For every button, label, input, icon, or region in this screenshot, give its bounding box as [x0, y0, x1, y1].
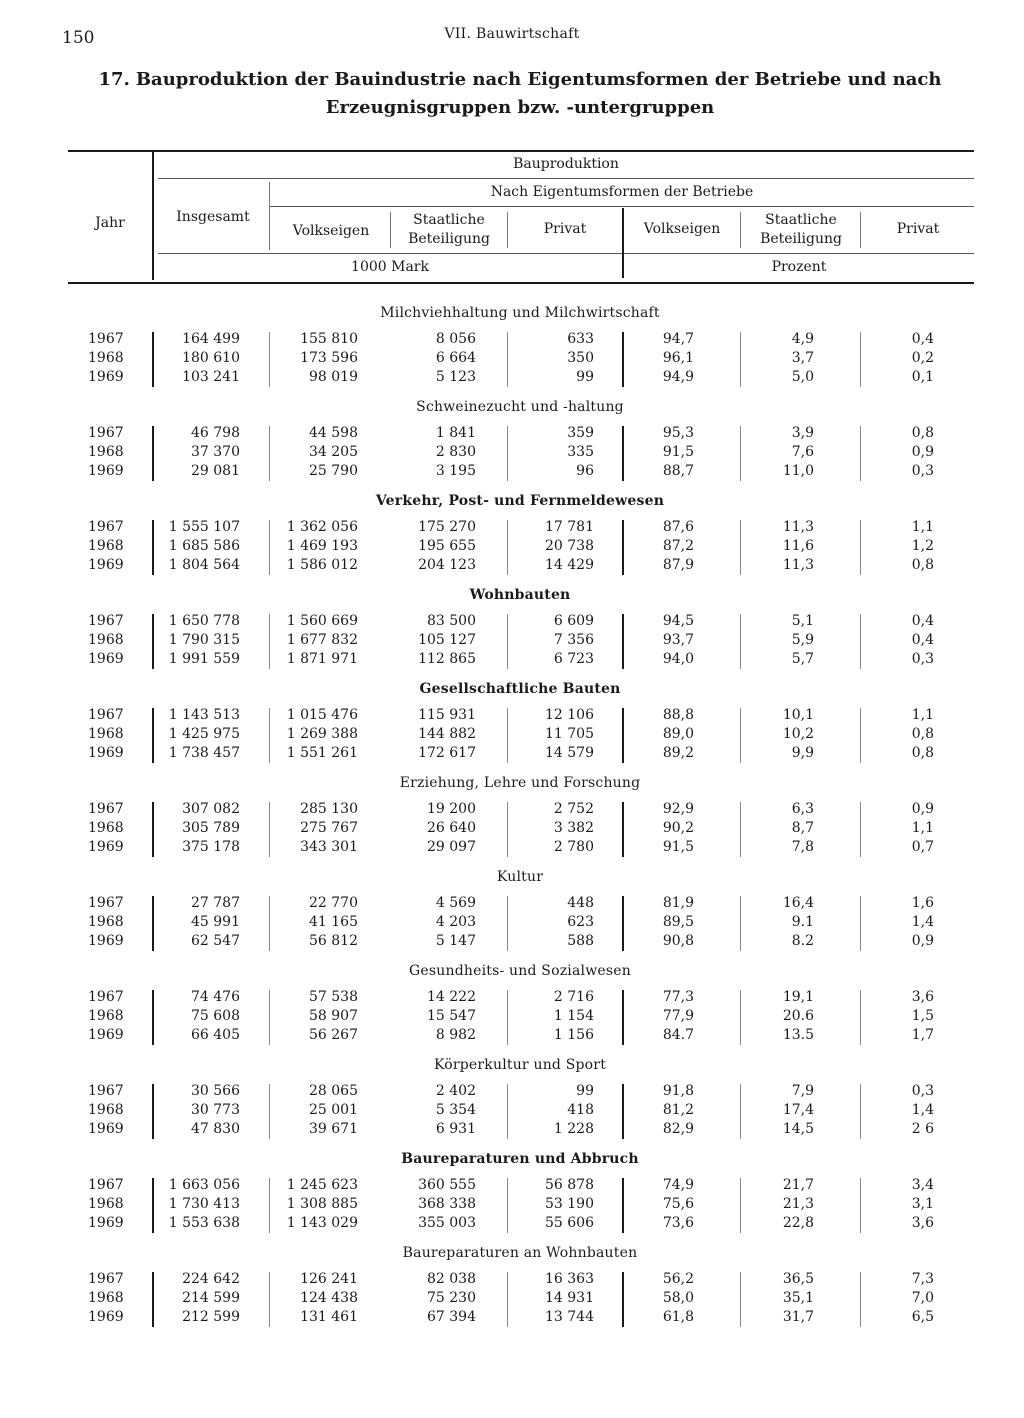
header-bauproduktion: Bauproduktion	[513, 156, 619, 172]
cell-staatliche-pct: 21,7	[782, 1177, 814, 1193]
cell-privat-mark: 1 156	[553, 1027, 594, 1043]
cell-staatliche-pct: 21,3	[782, 1196, 814, 1212]
cell-privat-pct: 0,3	[911, 651, 934, 667]
header-nach-eigentumsformen: Nach Eigentumsformen der Betriebe	[490, 184, 754, 200]
cell-insgesamt: 1 425 975	[168, 726, 240, 742]
cell-staatliche-mark: 14 222	[427, 989, 476, 1005]
cell-staatliche-pct: 7,9	[791, 1083, 814, 1099]
cell-privat-mark: 13 744	[545, 1309, 594, 1325]
cell-insgesamt: 1 650 778	[168, 613, 240, 629]
cell-privat-pct: 7,0	[911, 1290, 934, 1306]
cell-volkseigen-pct: 91,8	[662, 1083, 694, 1099]
cell-year: 1967	[88, 1083, 124, 1099]
cell-privat-pct: 0,3	[911, 463, 934, 479]
cell-year: 1967	[88, 895, 124, 911]
group-title: Milchviehhaltung und Milchwirtschaft	[380, 305, 660, 321]
cell-volkseigen-pct: 89,0	[662, 726, 694, 742]
cell-privat-mark: 55 606	[545, 1215, 594, 1231]
cell-volkseigen-mark: 1 015 476	[286, 707, 358, 723]
cell-year: 1969	[88, 1027, 124, 1043]
header-staatliche-pct-line2: Beteiligung	[760, 231, 842, 247]
cell-privat-mark: 448	[567, 895, 594, 911]
cell-year: 1969	[88, 369, 124, 385]
cell-volkseigen-pct: 81,9	[662, 895, 694, 911]
cell-privat-pct: 0,8	[911, 557, 934, 573]
page-number: 150	[62, 28, 95, 48]
cell-volkseigen-mark: 25 001	[309, 1102, 358, 1118]
cell-staatliche-mark: 15 547	[427, 1008, 476, 1024]
cell-volkseigen-mark: 1 586 012	[286, 557, 358, 573]
cell-insgesamt: 75 608	[191, 1008, 240, 1024]
cell-privat-mark: 623	[567, 914, 594, 930]
cell-staatliche-pct: 10,1	[782, 707, 814, 723]
cell-staatliche-pct: 11,6	[782, 538, 814, 554]
cell-volkseigen-pct: 82,9	[662, 1121, 694, 1137]
cell-volkseigen-pct: 88,8	[662, 707, 694, 723]
cell-volkseigen-mark: 1 143 029	[286, 1215, 358, 1231]
cell-volkseigen-mark: 343 301	[300, 839, 358, 855]
cell-staatliche-pct: 17,4	[782, 1102, 814, 1118]
cell-staatliche-mark: 4 569	[435, 895, 476, 911]
cell-volkseigen-mark: 1 469 193	[286, 538, 358, 554]
cell-volkseigen-pct: 56,2	[662, 1271, 694, 1287]
cell-staatliche-pct: 11,3	[782, 557, 814, 573]
cell-insgesamt: 1 790 315	[168, 632, 240, 648]
header-volkseigen-mark: Volkseigen	[292, 223, 370, 239]
cell-volkseigen-mark: 1 551 261	[286, 745, 358, 761]
cell-year: 1967	[88, 613, 124, 629]
cell-privat-mark: 3 382	[553, 820, 594, 836]
cell-insgesamt: 1 143 513	[168, 707, 240, 723]
cell-volkseigen-mark: 131 461	[300, 1309, 358, 1325]
cell-privat-mark: 14 579	[545, 745, 594, 761]
cell-privat-mark: 53 190	[545, 1196, 594, 1212]
cell-staatliche-mark: 82 038	[427, 1271, 476, 1287]
cell-volkseigen-pct: 73,6	[662, 1215, 694, 1231]
cell-year: 1969	[88, 1309, 124, 1325]
cell-year: 1968	[88, 632, 124, 648]
cell-privat-pct: 1,6	[911, 895, 934, 911]
cell-volkseigen-pct: 61,8	[662, 1309, 694, 1325]
cell-insgesamt: 164 499	[182, 331, 240, 347]
cell-volkseigen-mark: 56 267	[309, 1027, 358, 1043]
cell-year: 1968	[88, 1196, 124, 1212]
cell-privat-pct: 3,6	[911, 989, 934, 1005]
header-privat-mark: Privat	[543, 221, 587, 237]
cell-year: 1967	[88, 331, 124, 347]
cell-volkseigen-mark: 126 241	[300, 1271, 358, 1287]
cell-staatliche-mark: 2 402	[435, 1083, 476, 1099]
cell-insgesamt: 307 082	[182, 801, 240, 817]
cell-volkseigen-pct: 75,6	[662, 1196, 694, 1212]
cell-privat-pct: 0,9	[911, 933, 934, 949]
cell-volkseigen-mark: 44 598	[309, 425, 358, 441]
cell-staatliche-mark: 204 123	[418, 557, 476, 573]
cell-staatliche-pct: 7,8	[791, 839, 814, 855]
cell-insgesamt: 30 566	[191, 1083, 240, 1099]
cell-volkseigen-pct: 94,5	[662, 613, 694, 629]
cell-year: 1969	[88, 933, 124, 949]
cell-privat-pct: 3,6	[911, 1215, 934, 1231]
cell-year: 1969	[88, 463, 124, 479]
cell-volkseigen-mark: 275 767	[300, 820, 358, 836]
cell-volkseigen-mark: 1 269 388	[286, 726, 358, 742]
cell-staatliche-pct: 35,1	[782, 1290, 814, 1306]
cell-staatliche-mark: 4 203	[435, 914, 476, 930]
cell-volkseigen-mark: 173 596	[300, 350, 358, 366]
cell-privat-pct: 1,2	[911, 538, 934, 554]
group-title: Wohnbauten	[469, 587, 571, 603]
cell-staatliche-mark: 67 394	[427, 1309, 476, 1325]
cell-staatliche-pct: 36,5	[782, 1271, 814, 1287]
cell-volkseigen-mark: 155 810	[300, 331, 358, 347]
group-title: Baureparaturen und Abbruch	[401, 1151, 639, 1167]
cell-privat-pct: 0,4	[911, 613, 934, 629]
cell-staatliche-mark: 355 003	[418, 1215, 476, 1231]
cell-volkseigen-mark: 1 308 885	[286, 1196, 358, 1212]
cell-insgesamt: 1 553 638	[168, 1215, 240, 1231]
cell-privat-mark: 1 154	[553, 1008, 594, 1024]
cell-staatliche-pct: 4,9	[791, 331, 814, 347]
cell-year: 1967	[88, 1271, 124, 1287]
cell-insgesamt: 103 241	[182, 369, 240, 385]
header-staatliche-pct-line1: Staatliche	[765, 212, 837, 228]
group-title: Erziehung, Lehre und Forschung	[399, 775, 641, 791]
cell-staatliche-pct: 8.2	[791, 933, 814, 949]
cell-insgesamt: 46 798	[191, 425, 240, 441]
cell-volkseigen-mark: 1 362 056	[286, 519, 358, 535]
cell-insgesamt: 180 610	[182, 350, 240, 366]
cell-volkseigen-mark: 34 205	[309, 444, 358, 460]
cell-volkseigen-pct: 74,9	[662, 1177, 694, 1193]
cell-year: 1967	[88, 425, 124, 441]
cell-insgesamt: 1 663 056	[168, 1177, 240, 1193]
cell-staatliche-pct: 5,9	[791, 632, 814, 648]
cell-staatliche-mark: 144 882	[418, 726, 476, 742]
cell-volkseigen-pct: 94,9	[662, 369, 694, 385]
cell-insgesamt: 29 081	[191, 463, 240, 479]
header-staatliche-line2: Beteiligung	[408, 231, 490, 247]
cell-insgesamt: 66 405	[191, 1027, 240, 1043]
cell-privat-pct: 0,8	[911, 745, 934, 761]
cell-insgesamt: 45 991	[191, 914, 240, 930]
cell-privat-mark: 2 716	[553, 989, 594, 1005]
header-staatliche-line1: Staatliche	[413, 212, 485, 228]
header-privat-pct: Privat	[896, 221, 940, 237]
cell-staatliche-mark: 26 640	[427, 820, 476, 836]
cell-staatliche-mark: 29 097	[427, 839, 476, 855]
cell-staatliche-mark: 6 931	[435, 1121, 476, 1137]
cell-year: 1968	[88, 538, 124, 554]
cell-volkseigen-mark: 41 165	[309, 914, 358, 930]
cell-privat-pct: 0,8	[911, 425, 934, 441]
cell-volkseigen-mark: 58 907	[309, 1008, 358, 1024]
cell-staatliche-mark: 2 830	[435, 444, 476, 460]
cell-staatliche-pct: 22,8	[782, 1215, 814, 1231]
cell-privat-pct: 1,5	[911, 1008, 934, 1024]
cell-insgesamt: 1 685 586	[168, 538, 240, 554]
cell-insgesamt: 214 599	[182, 1290, 240, 1306]
cell-privat-pct: 1,4	[911, 914, 934, 930]
cell-insgesamt: 74 476	[191, 989, 240, 1005]
cell-year: 1969	[88, 1121, 124, 1137]
cell-volkseigen-mark: 124 438	[300, 1290, 358, 1306]
title-text-1: Bauproduktion der Bauindustrie nach Eigentumsformen der Betriebe und nach	[135, 69, 942, 90]
cell-volkseigen-mark: 25 790	[309, 463, 358, 479]
cell-volkseigen-pct: 94,7	[662, 331, 694, 347]
cell-year: 1968	[88, 1102, 124, 1118]
cell-volkseigen-pct: 77,3	[662, 989, 694, 1005]
cell-privat-pct: 0,4	[911, 331, 934, 347]
cell-insgesamt: 375 178	[182, 839, 240, 855]
group-title: Kultur	[496, 869, 544, 885]
cell-volkseigen-pct: 87,6	[662, 519, 694, 535]
group-title: Baureparaturen an Wohnbauten	[402, 1245, 638, 1261]
cell-volkseigen-pct: 58,0	[662, 1290, 694, 1306]
cell-volkseigen-pct: 90,8	[662, 933, 694, 949]
cell-privat-mark: 12 106	[545, 707, 594, 723]
cell-year: 1969	[88, 557, 124, 573]
cell-privat-pct: 0,9	[911, 444, 934, 460]
cell-staatliche-mark: 75 230	[427, 1290, 476, 1306]
cell-insgesamt: 212 599	[182, 1309, 240, 1325]
cell-staatliche-pct: 11,0	[782, 463, 814, 479]
cell-privat-mark: 6 609	[553, 613, 594, 629]
cell-privat-mark: 350	[567, 350, 594, 366]
cell-privat-pct: 0,7	[911, 839, 934, 855]
cell-insgesamt: 1 555 107	[168, 519, 240, 535]
cell-staatliche-mark: 360 555	[418, 1177, 476, 1193]
cell-staatliche-mark: 8 056	[435, 331, 476, 347]
cell-volkseigen-pct: 94,0	[662, 651, 694, 667]
group-title: Schweinezucht und -haltung	[416, 399, 624, 415]
cell-year: 1969	[88, 1215, 124, 1231]
cell-staatliche-pct: 9,9	[791, 745, 814, 761]
running-head: VII. Bauwirtschaft	[444, 26, 580, 42]
cell-staatliche-mark: 1 841	[435, 425, 476, 441]
cell-volkseigen-mark: 57 538	[309, 989, 358, 1005]
cell-staatliche-mark: 172 617	[418, 745, 476, 761]
cell-volkseigen-pct: 91,5	[662, 839, 694, 855]
cell-volkseigen-pct: 84.7	[662, 1027, 694, 1043]
cell-privat-mark: 16 363	[545, 1271, 594, 1287]
header-unit-prozent: Prozent	[771, 259, 827, 275]
cell-privat-pct: 0,8	[911, 726, 934, 742]
cell-privat-mark: 418	[567, 1102, 594, 1118]
cell-volkseigen-pct: 96,1	[662, 350, 694, 366]
cell-volkseigen-pct: 89,2	[662, 745, 694, 761]
cell-staatliche-pct: 11,3	[782, 519, 814, 535]
cell-insgesamt: 1 991 559	[168, 651, 240, 667]
cell-staatliche-pct: 7,6	[791, 444, 814, 460]
cell-privat-pct: 1,4	[911, 1102, 934, 1118]
cell-year: 1967	[88, 989, 124, 1005]
cell-year: 1969	[88, 839, 124, 855]
cell-volkseigen-pct: 87,2	[662, 538, 694, 554]
cell-volkseigen-mark: 1 245 623	[286, 1177, 358, 1193]
cell-staatliche-pct: 5,0	[791, 369, 814, 385]
cell-insgesamt: 1 738 457	[168, 745, 240, 761]
cell-privat-mark: 6 723	[553, 651, 594, 667]
cell-staatliche-pct: 6,3	[791, 801, 814, 817]
cell-year: 1967	[88, 707, 124, 723]
cell-privat-mark: 335	[567, 444, 594, 460]
cell-privat-mark: 2 752	[553, 801, 594, 817]
cell-privat-pct: 3,1	[911, 1196, 934, 1212]
cell-volkseigen-mark: 1 871 971	[286, 651, 358, 667]
cell-staatliche-pct: 3,7	[791, 350, 814, 366]
cell-year: 1968	[88, 726, 124, 742]
cell-privat-mark: 99	[576, 369, 594, 385]
cell-privat-pct: 1,1	[911, 519, 934, 535]
cell-insgesamt: 224 642	[182, 1271, 240, 1287]
cell-staatliche-pct: 13.5	[782, 1027, 814, 1043]
cell-volkseigen-pct: 95,3	[662, 425, 694, 441]
cell-privat-mark: 11 705	[545, 726, 594, 742]
cell-privat-mark: 99	[576, 1083, 594, 1099]
cell-privat-mark: 359	[567, 425, 594, 441]
cell-volkseigen-mark: 56 812	[309, 933, 358, 949]
cell-privat-pct: 0,2	[911, 350, 934, 366]
cell-volkseigen-pct: 77,9	[662, 1008, 694, 1024]
cell-year: 1968	[88, 820, 124, 836]
cell-insgesamt: 1 730 413	[168, 1196, 240, 1212]
cell-staatliche-pct: 16,4	[782, 895, 814, 911]
cell-privat-pct: 0,3	[911, 1083, 934, 1099]
cell-year: 1968	[88, 350, 124, 366]
cell-insgesamt: 27 787	[191, 895, 240, 911]
cell-privat-pct: 1,7	[911, 1027, 934, 1043]
cell-privat-mark: 588	[567, 933, 594, 949]
group-title: Gesundheits- und Sozialwesen	[409, 963, 631, 979]
cell-privat-mark: 17 781	[545, 519, 594, 535]
cell-year: 1967	[88, 801, 124, 817]
cell-year: 1967	[88, 1177, 124, 1193]
cell-volkseigen-pct: 87,9	[662, 557, 694, 573]
cell-volkseigen-pct: 91,5	[662, 444, 694, 460]
cell-insgesamt: 47 830	[191, 1121, 240, 1137]
cell-volkseigen-mark: 28 065	[309, 1083, 358, 1099]
cell-staatliche-pct: 5,1	[791, 613, 814, 629]
cell-staatliche-mark: 195 655	[418, 538, 476, 554]
cell-privat-mark: 14 931	[545, 1290, 594, 1306]
cell-volkseigen-pct: 88,7	[662, 463, 694, 479]
cell-insgesamt: 1 804 564	[168, 557, 240, 573]
cell-staatliche-mark: 5 147	[435, 933, 476, 949]
cell-staatliche-mark: 19 200	[427, 801, 476, 817]
cell-volkseigen-mark: 1 560 669	[286, 613, 358, 629]
cell-staatliche-mark: 115 931	[418, 707, 476, 723]
cell-privat-mark: 56 878	[545, 1177, 594, 1193]
cell-staatliche-pct: 5,7	[791, 651, 814, 667]
cell-privat-pct: 2 6	[911, 1121, 934, 1137]
cell-staatliche-mark: 368 338	[418, 1196, 476, 1212]
cell-year: 1967	[88, 519, 124, 535]
cell-year: 1968	[88, 444, 124, 460]
cell-staatliche-pct: 8,7	[791, 820, 814, 836]
cell-staatliche-mark: 5 123	[435, 369, 476, 385]
cell-volkseigen-pct: 90,2	[662, 820, 694, 836]
header-unit-mark: 1000 Mark	[351, 259, 429, 275]
cell-staatliche-pct: 10,2	[782, 726, 814, 742]
cell-year: 1969	[88, 651, 124, 667]
title-number: 17.	[98, 69, 130, 90]
cell-privat-mark: 1 228	[553, 1121, 594, 1137]
group-title: Verkehr, Post- und Fernmeldewesen	[375, 493, 665, 509]
cell-privat-pct: 1,1	[911, 820, 934, 836]
group-title: Gesellschaftliche Bauten	[419, 681, 621, 697]
cell-volkseigen-pct: 89,5	[662, 914, 694, 930]
cell-staatliche-mark: 105 127	[418, 632, 476, 648]
cell-insgesamt: 62 547	[191, 933, 240, 949]
cell-insgesamt: 30 773	[191, 1102, 240, 1118]
cell-staatliche-pct: 9.1	[791, 914, 814, 930]
cell-insgesamt: 37 370	[191, 444, 240, 460]
cell-volkseigen-mark: 98 019	[309, 369, 358, 385]
cell-staatliche-mark: 112 865	[418, 651, 476, 667]
cell-privat-pct: 0,1	[911, 369, 934, 385]
cell-staatliche-mark: 3 195	[435, 463, 476, 479]
cell-staatliche-pct: 20.6	[782, 1008, 814, 1024]
cell-privat-mark: 20 738	[545, 538, 594, 554]
cell-privat-pct: 7,3	[911, 1271, 934, 1287]
cell-staatliche-pct: 19,1	[782, 989, 814, 1005]
cell-privat-pct: 6,5	[911, 1309, 934, 1325]
cell-privat-mark: 633	[567, 331, 594, 347]
title-line-2: Erzeugnisgruppen bzw. -untergruppen	[325, 97, 715, 118]
header-insgesamt: Insgesamt	[176, 209, 250, 225]
cell-privat-pct: 3,4	[911, 1177, 934, 1193]
cell-staatliche-pct: 3,9	[791, 425, 814, 441]
cell-year: 1968	[88, 914, 124, 930]
cell-privat-mark: 96	[576, 463, 594, 479]
cell-staatliche-mark: 175 270	[418, 519, 476, 535]
cell-volkseigen-pct: 92,9	[662, 801, 694, 817]
cell-staatliche-mark: 83 500	[427, 613, 476, 629]
cell-privat-pct: 1,1	[911, 707, 934, 723]
cell-year: 1969	[88, 745, 124, 761]
cell-privat-mark: 14 429	[545, 557, 594, 573]
cell-staatliche-pct: 14,5	[782, 1121, 814, 1137]
cell-volkseigen-pct: 81,2	[662, 1102, 694, 1118]
cell-privat-pct: 0,4	[911, 632, 934, 648]
cell-volkseigen-mark: 285 130	[300, 801, 358, 817]
cell-year: 1968	[88, 1008, 124, 1024]
cell-volkseigen-mark: 1 677 832	[286, 632, 358, 648]
cell-volkseigen-mark: 39 671	[309, 1121, 358, 1137]
header-volkseigen-pct: Volkseigen	[643, 221, 721, 237]
cell-staatliche-mark: 6 664	[435, 350, 476, 366]
cell-staatliche-mark: 8 982	[435, 1027, 476, 1043]
cell-volkseigen-pct: 93,7	[662, 632, 694, 648]
header-jahr: Jahr	[95, 215, 125, 231]
cell-privat-mark: 2 780	[553, 839, 594, 855]
cell-privat-mark: 7 356	[553, 632, 594, 648]
cell-privat-pct: 0,9	[911, 801, 934, 817]
cell-insgesamt: 305 789	[182, 820, 240, 836]
cell-staatliche-pct: 31,7	[782, 1309, 814, 1325]
cell-year: 1968	[88, 1290, 124, 1306]
cell-staatliche-mark: 5 354	[435, 1102, 476, 1118]
cell-volkseigen-mark: 22 770	[309, 895, 358, 911]
group-title: Körperkultur und Sport	[433, 1057, 607, 1073]
